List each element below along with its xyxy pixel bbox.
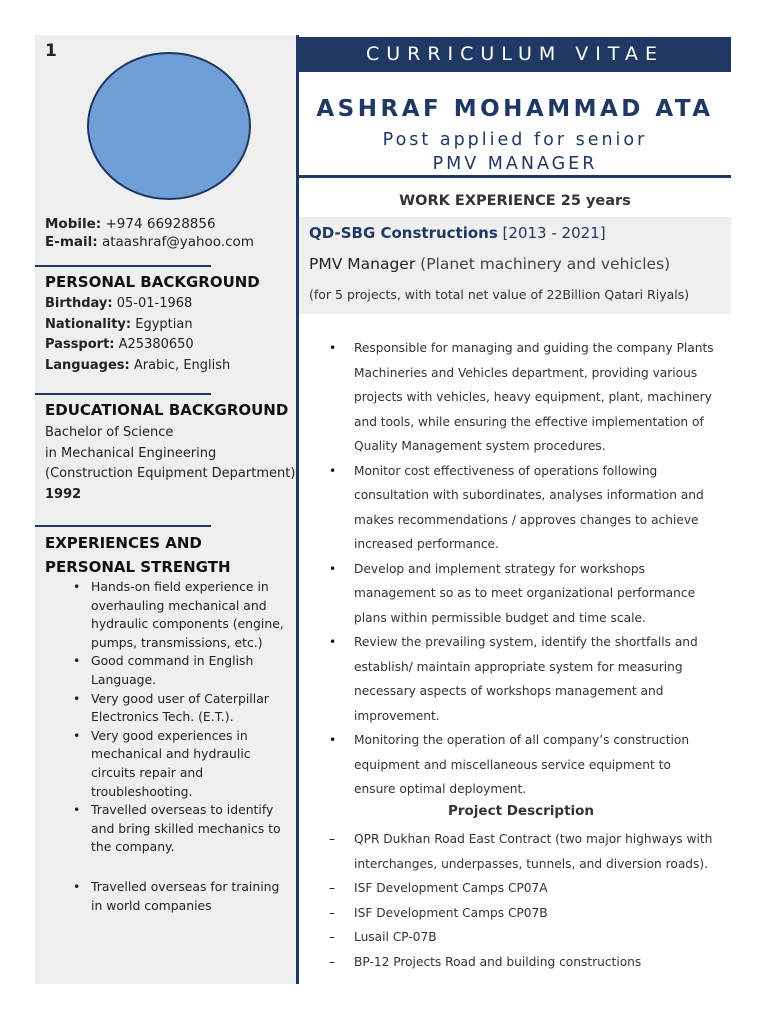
passport-label: Passport: bbox=[45, 337, 115, 352]
section-separator bbox=[35, 265, 211, 267]
post-applied-line1: Post applied for senior bbox=[382, 130, 648, 150]
role-detail: (Planet machinery and vehicles) bbox=[420, 255, 671, 273]
list-item: • Good command in English Language. bbox=[73, 652, 288, 689]
birthday-value: 05-01-1968 bbox=[116, 296, 193, 311]
work-experience-heading: WORK EXPERIENCE 25 years bbox=[399, 193, 631, 209]
list-item: • Develop and implement strategy for workshops management so as to meet organizational performance plans within permissible budget and time scale. bbox=[329, 557, 714, 631]
list-item: • Responsible for managing and guiding the company Plants Machineries and Vehicles department, providing various projects with vehicles, heavy equipment, plant, machinery and tools, while ensuring the effective implementation of Quality Management system procedures. bbox=[329, 336, 714, 459]
nationality-row bbox=[45, 317, 193, 332]
list-item: • Very good experiences in mechanical and hydraulic circuits repair and troubleshooting. bbox=[73, 727, 288, 801]
company-line bbox=[309, 224, 606, 242]
languages-row bbox=[45, 358, 230, 373]
profile-photo-placeholder bbox=[87, 52, 251, 200]
mobile-label: Mobile: bbox=[45, 216, 102, 232]
list-item: • Travelled overseas for training in world companies bbox=[73, 878, 288, 915]
list-item: • Travelled overseas to identify and bring skilled mechanics to the company. bbox=[73, 801, 288, 857]
list-item: • Monitor cost effectiveness of operations following consultation with subordinates, analyses information and makes recommendations / approves changes to achieve increased performance. bbox=[329, 459, 714, 557]
list-item: – BP-12 Projects Road and building constructions bbox=[329, 950, 714, 975]
birthday-row bbox=[45, 296, 192, 311]
section-separator bbox=[35, 393, 211, 395]
strengths-title-line1: EXPERIENCES AND bbox=[45, 534, 202, 552]
project-value-note: (for 5 projects, with total net value of 22Billion Qatari Riyals) bbox=[309, 287, 690, 302]
passport-value: A25380650 bbox=[118, 337, 194, 352]
birthday-label: Birthday: bbox=[45, 296, 113, 311]
post-applied-line2: PMV MANAGER bbox=[432, 154, 598, 174]
role-line bbox=[309, 255, 670, 273]
graduation-year: 1992 bbox=[45, 486, 82, 502]
page-number: 1 bbox=[45, 41, 57, 61]
responsibilities-list bbox=[329, 336, 714, 802]
personal-background-title: PERSONAL BACKGROUND bbox=[45, 273, 260, 291]
list-item: – ISF Development Camps CP07A bbox=[329, 876, 714, 901]
contact-email bbox=[45, 234, 254, 250]
employment-period: [2013 - 2021] bbox=[502, 224, 606, 242]
passport-row bbox=[45, 337, 194, 352]
email-value: ataashraf@yahoo.com bbox=[101, 234, 254, 250]
educational-background-title: EDUCATIONAL BACKGROUND bbox=[45, 401, 289, 419]
contact-mobile bbox=[45, 216, 216, 232]
strengths-list bbox=[73, 578, 288, 915]
header-underline bbox=[299, 175, 731, 178]
role-title: PMV Manager bbox=[309, 255, 416, 273]
major-line: in Mechanical Engineering bbox=[45, 445, 217, 461]
section-separator bbox=[35, 525, 211, 527]
nationality-value: Egyptian bbox=[135, 317, 193, 332]
nationality-label: Nationality: bbox=[45, 317, 132, 332]
project-description-heading: Project Description bbox=[447, 803, 595, 819]
list-item: • Very good user of Caterpillar Electronics Tech. (E.T.). bbox=[73, 690, 288, 727]
education-details bbox=[45, 423, 295, 505]
department-line: (Construction Equipment Department) bbox=[45, 466, 296, 481]
list-item: • Review the prevailing system, identify the shortfalls and establish/ maintain appropriate system for measuring necessary aspects of workshops management and improvement. bbox=[329, 630, 714, 728]
list-item: • Monitoring the operation of all company’s construction equipment and miscellaneous service equipment to ensure optimal deployment. bbox=[329, 728, 714, 802]
degree-line: Bachelor of Science bbox=[45, 425, 174, 440]
projects-list bbox=[329, 827, 714, 974]
list-item: • Hands-on field experience in overhauling mechanical and hydraulic components (engine, pumps, transmissions, etc.) bbox=[73, 578, 288, 652]
company-name: QD-SBG Constructions bbox=[309, 224, 498, 242]
candidate-name: ASHRAF MOHAMMAD ATA bbox=[316, 96, 714, 122]
cv-banner: CURRICULUM VITAE bbox=[299, 37, 731, 72]
list-item: – ISF Development Camps CP07B bbox=[329, 901, 714, 926]
list-item: – QPR Dukhan Road East Contract (two major highways with interchanges, underpasses, tunnels, and diversion roads). bbox=[329, 827, 714, 876]
list-item: – Lusail CP-07B bbox=[329, 925, 714, 950]
languages-label: Languages: bbox=[45, 358, 130, 373]
strengths-title-line2: PERSONAL STRENGTH bbox=[45, 558, 231, 576]
email-label: E-mail: bbox=[45, 234, 98, 250]
mobile-value: +974 66928856 bbox=[105, 216, 216, 232]
languages-value: Arabic, English bbox=[133, 358, 231, 373]
